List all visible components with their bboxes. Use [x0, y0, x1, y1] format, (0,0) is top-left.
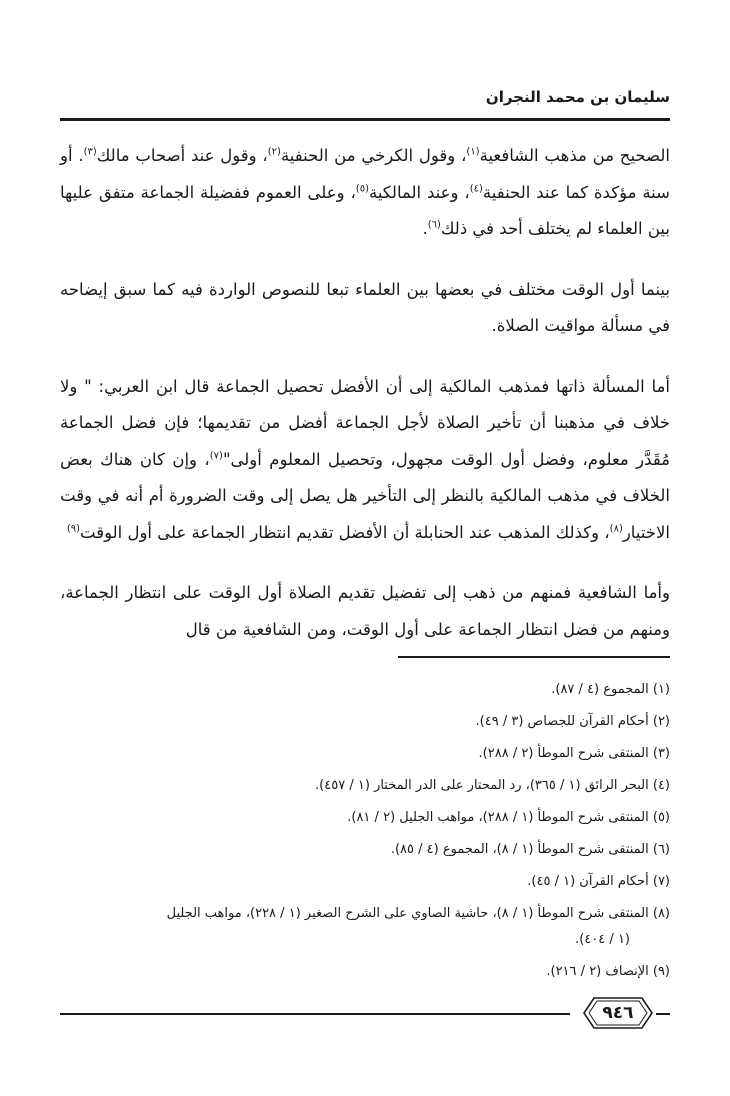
- body-text-run: ، وقول عند أصحاب مالك: [96, 146, 268, 165]
- footnotes-list: [60, 674, 670, 988]
- footnote-marker: (٩): [66, 523, 80, 534]
- body-text-run: أما المسألة ذاتها فمذهب المالكية إلى أن الأفضل تحصيل الجماعة قال ابن العربي: " ولا خلاف في مذهبنا أن تأخير الصلاة لأجل الجماعة أفضل من تقديمها؛ فإن فضل الجماعة مُقَدَّر معلوم، وفضل أول الوقت مجهول، وتحصيل المعلوم أولى": [60, 376, 670, 469]
- footnote-item: (٢) أحكام القرآن للجصاص (٣ / ٤٩).: [475, 714, 670, 729]
- body-paragraph: [60, 369, 670, 552]
- footnote-marker: (٧): [209, 450, 223, 461]
- body-text-run: .: [422, 219, 428, 238]
- footnote-marker: (٤): [469, 183, 483, 194]
- body-text-run: . أو سنة مؤكدة كما عند الحنفية: [60, 146, 670, 202]
- body-text-run: ، وعند المالكية: [368, 182, 470, 202]
- body-text-run: ، وكذلك المذهب عند الحنابلة أن الأفضل تقديم انتظار الجماعة على أول الوقت: [80, 522, 610, 542]
- body-text-run: ، وعلى العموم ففضيلة الجماعة متفق عليها بين العلماء لم يختلف أحد في ذلك: [60, 182, 670, 238]
- body-text-run: بينما أول الوقت مختلف في بعضها بين العلماء تبعا للنصوص الواردة فيه كما سبق إيضاحه في مسألة مواقيت الصلاة.: [60, 279, 670, 335]
- footnote-item: (٩) الإنصاف (٢ / ٢١٦).: [546, 964, 670, 979]
- footnote-item: (٧) أحكام القرآن (١ / ٤٥).: [527, 874, 670, 889]
- body-text-run: ، وإن كان هناك بعض الخلاف في مذهب المالكية بالنظر إلى التأخير هل يصل إلى وقت الضرورة أم أنه في وقت الاختيار: [60, 449, 670, 542]
- footnote-separator: [398, 656, 670, 658]
- footer-rule-right: [656, 1013, 670, 1015]
- body-text-run: الصحيح من مذهب الشافعية: [479, 146, 671, 165]
- footnote-marker: (٨): [609, 523, 623, 534]
- footer-rule-left: [60, 1013, 570, 1015]
- footnote-marker: (٢): [267, 146, 281, 158]
- footnote-continuation: (١ / ٤٠٤).: [575, 932, 630, 947]
- footnote-item: (١) المجموع (٤ / ٨٧).: [551, 682, 670, 697]
- footnote-marker: (٣): [83, 146, 97, 158]
- footnote-item: (٦) المنتقى شرح الموطأ (١ / ٨)، المجموع (٤ / ٨٥).: [390, 842, 670, 857]
- footnote-marker: (١): [466, 146, 480, 158]
- page-number-frame: [582, 996, 654, 1030]
- page-footer: [60, 996, 670, 1036]
- footnote-marker: (٦): [427, 219, 441, 231]
- body-text-run: ، وقول الكرخي من الحنفية: [280, 146, 467, 165]
- body-paragraph: [60, 575, 670, 648]
- main-text: [60, 138, 670, 672]
- body-paragraph: [60, 272, 670, 345]
- footnote-item: (٣) المنتقى شرح الموطأ (٢ / ٢٨٨).: [478, 746, 670, 761]
- footnote-marker: (٥): [355, 183, 369, 194]
- footnote-item: (٥) المنتقى شرح الموطأ (١ / ٢٨٨)، مواهب الجليل (٢ / ٨١).: [347, 810, 670, 825]
- footnote-item: (٤) البحر الرائق (١ / ٣٦٥)، رد المحتار على الدر المختار (١ / ٤٥٧).: [315, 778, 670, 793]
- body-text-run: وأما الشافعية فمنهم من ذهب إلى تفضيل تقديم الصلاة أول الوقت على انتظار الجماعة، ومنهم من فضل انتظار الجماعة على أول الوقت، ومن الشافعية من قال: [60, 583, 670, 639]
- running-header-author: سليمان بن محمد النجران: [485, 88, 670, 106]
- page-number: ٩٤٦: [602, 1003, 634, 1023]
- body-paragraph: [60, 138, 670, 248]
- footnote-item: (٨) المنتقى شرح الموطأ (١ / ٨)، حاشية الصاوي على الشرح الصغير (١ / ٢٢٨)، مواهب الجليل: [166, 906, 670, 921]
- header-rule: [60, 118, 670, 121]
